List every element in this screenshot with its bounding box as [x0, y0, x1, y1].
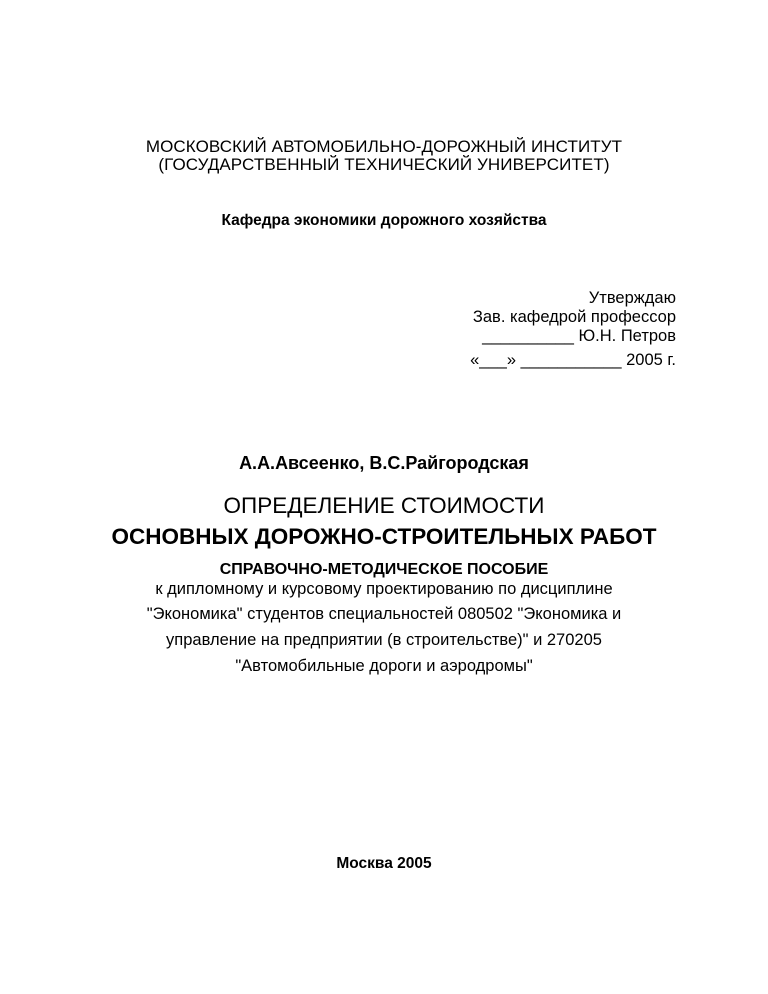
approval-line-position: Зав. кафедрой профессор: [472, 308, 676, 326]
description-line-3: управление на предприятии (в строительстве)" и 270205: [166, 631, 602, 649]
document-title-line-1: ОПРЕДЕЛЕНИЕ СТОИМОСТИ: [223, 493, 545, 518]
description-line-4: "Автомобильные дороги и аэродромы": [235, 657, 533, 675]
description-line-2: "Экономика" студентов специальностей 080502 "Экономика и: [146, 605, 622, 623]
description-line-1: к дипломному и курсовому проектированию по дисциплине: [155, 580, 613, 598]
department-name: Кафедра экономики дорожного хозяйства: [221, 212, 547, 229]
document-subtitle: СПРАВОЧНО-МЕТОДИЧЕСКОЕ ПОСОБИЕ: [219, 561, 549, 578]
approval-line-date: «___» ___________ 2005 г.: [470, 351, 676, 369]
authors: А.А.Авсеенко, В.С.Райгородская: [239, 453, 529, 473]
document-title-line-2: ОСНОВНЫХ ДОРОЖНО-СТРОИТЕЛЬНЫХ РАБОТ: [111, 524, 657, 549]
approval-line-approve: Утверждаю: [588, 289, 676, 307]
approval-line-signature: __________ Ю.Н. Петров: [482, 327, 676, 345]
institute-name-line-2: (ГОСУДАРСТВЕННЫЙ ТЕХНИЧЕСКИЙ УНИВЕРСИТЕТ): [158, 155, 610, 174]
city-year: Москва 2005: [336, 855, 432, 872]
institute-name-line-1: МОСКОВСКИЙ АВТОМОБИЛЬНО-ДОРОЖНЫЙ ИНСТИТУТ: [145, 137, 623, 156]
